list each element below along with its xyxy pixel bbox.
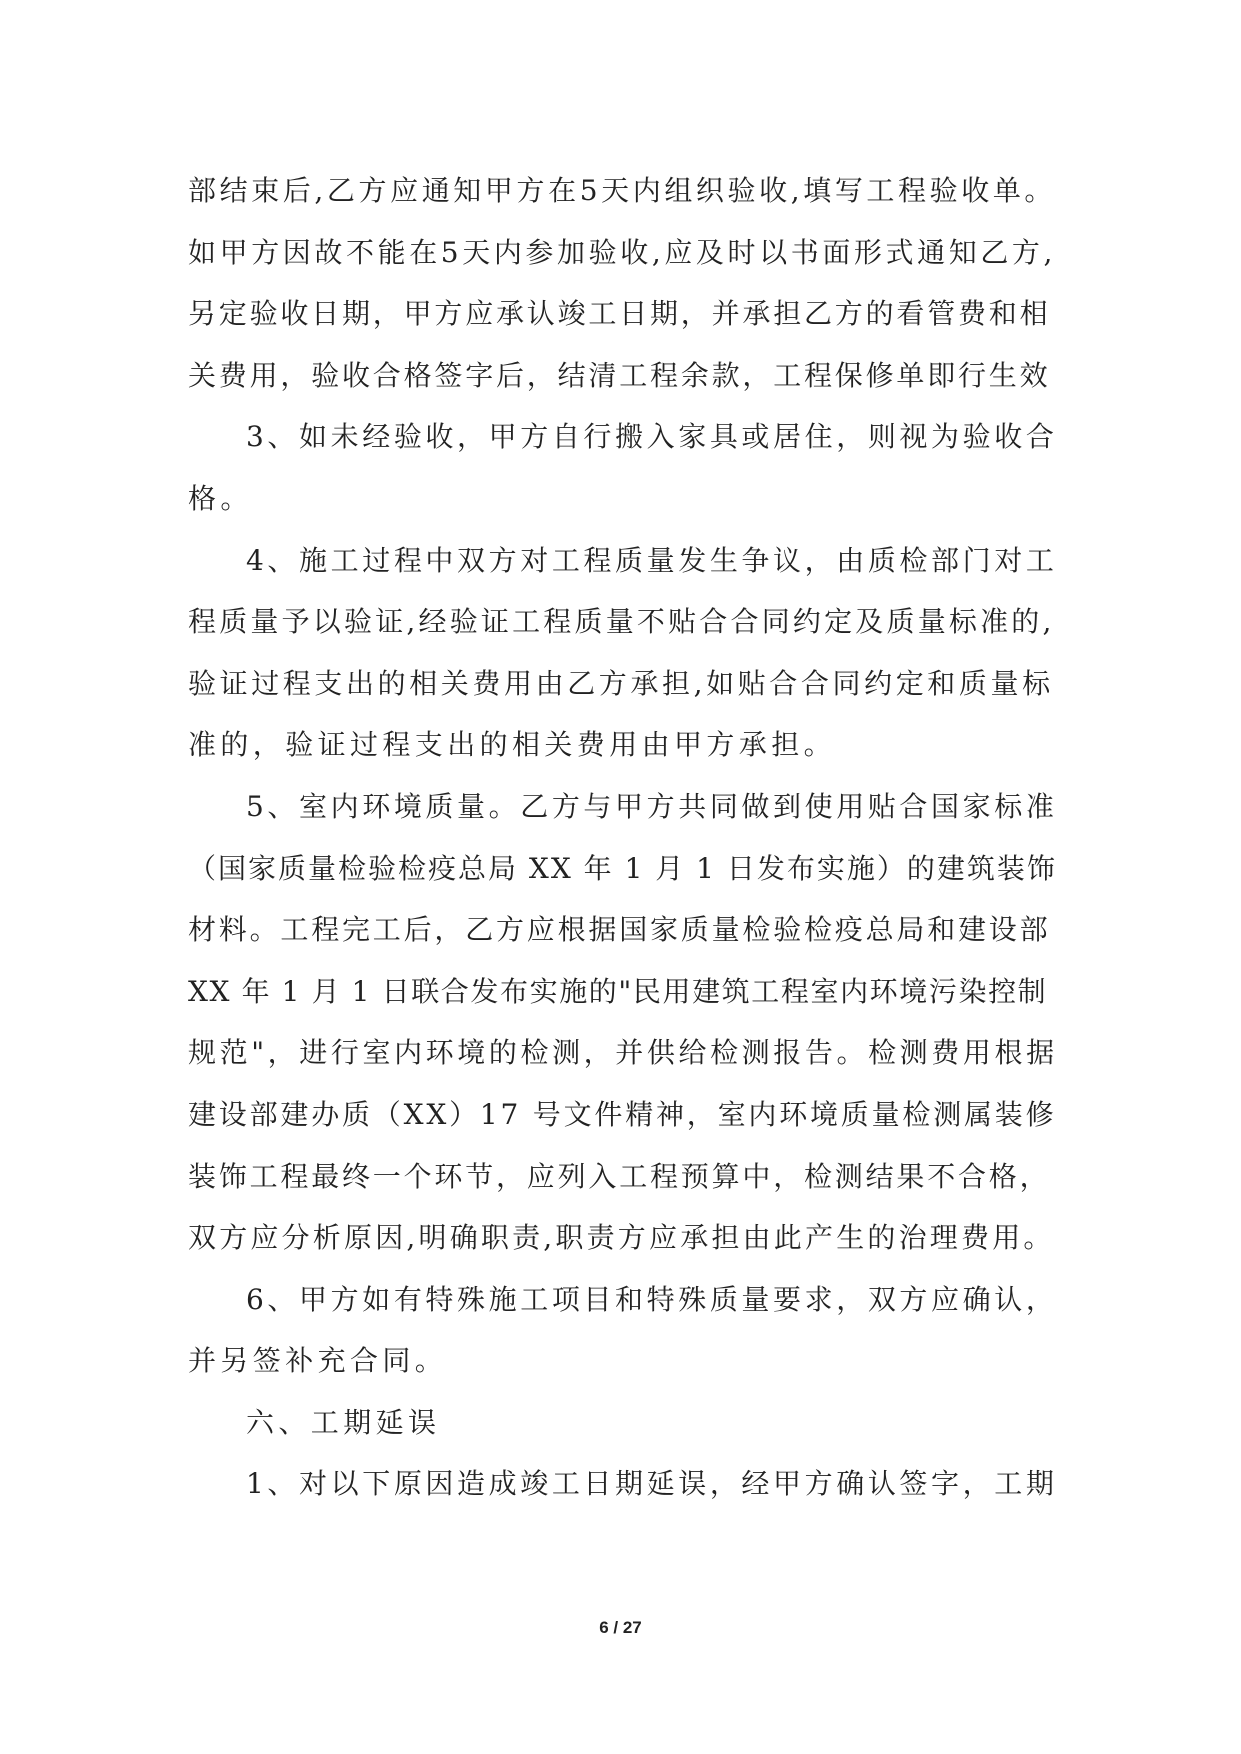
text-line: 装饰工程最终一个环节，应列入工程预算中，检测结果不合格， [188, 1159, 1051, 1193]
text-line: 准的，验证过程支出的相关费用由甲方承担。 [188, 728, 837, 762]
text-line: 规范"，进行室内环境的检测，并供给检测报告。检测费用根据 [188, 1036, 1058, 1070]
section-heading: 六、工期延误 [246, 1405, 441, 1439]
text-line: （国家质量检验检疫总局 XX 年 1 月 1 日发布实施）的建筑装饰 [188, 851, 1057, 885]
page-number: 6 / 27 [599, 1618, 642, 1637]
text-line: 双方应分析原因,明确职责,职责方应承担由此产生的治理费用。 [188, 1221, 1055, 1255]
text-line: 6、甲方如有特殊施工项目和特殊质量要求，双方应确认， [246, 1282, 1058, 1316]
text-line: 3、如未经验收，甲方自行搬入家具或居住，则视为验收合 [246, 420, 1058, 454]
text-line: 验证过程支出的相关费用由乙方承担,如贴合合同约定和质量标 [188, 666, 1054, 700]
text-line: 关费用，验收合格签字后，结清工程余款，工程保修单即行生效 [188, 358, 1051, 392]
text-line: XX 年 1 月 1 日联合发布实施的"民用建筑工程室内环境污染控制 [188, 974, 1048, 1008]
text-line: 另定验收日期，甲方应承认竣工日期，并承担乙方的看管费和相 [188, 297, 1051, 331]
text-line: 1、对以下原因造成竣工日期延误，经甲方确认签字，工期 [246, 1467, 1058, 1501]
text-line: 建设部建办质（XX）17 号文件精神，室内环境质量检测属装修 [188, 1097, 1057, 1131]
text-line: 4、施工过程中双方对工程质量发生争议，由质检部门对工 [246, 543, 1058, 577]
body-text [188, 160, 1058, 1515]
text-line: 程质量予以验证,经验证工程质量不贴合合同约定及质量标准的, [188, 605, 1055, 639]
text-line: 部结束后,乙方应通知甲方在5天内组织验收,填写工程验收单。 [188, 174, 1057, 207]
text-line: 如甲方因故不能在5天内参加验收,应及时以书面形式通知乙方, [188, 235, 1057, 269]
text-line: 材料。工程完工后，乙方应根据国家质量检验检疫总局和建设部 [188, 913, 1051, 947]
text-line: 5、室内环境质量。乙方与甲方共同做到使用贴合国家标准 [246, 789, 1058, 823]
text-line: 格。 [188, 481, 253, 515]
text-line: 并另签补充合同。 [188, 1344, 448, 1378]
